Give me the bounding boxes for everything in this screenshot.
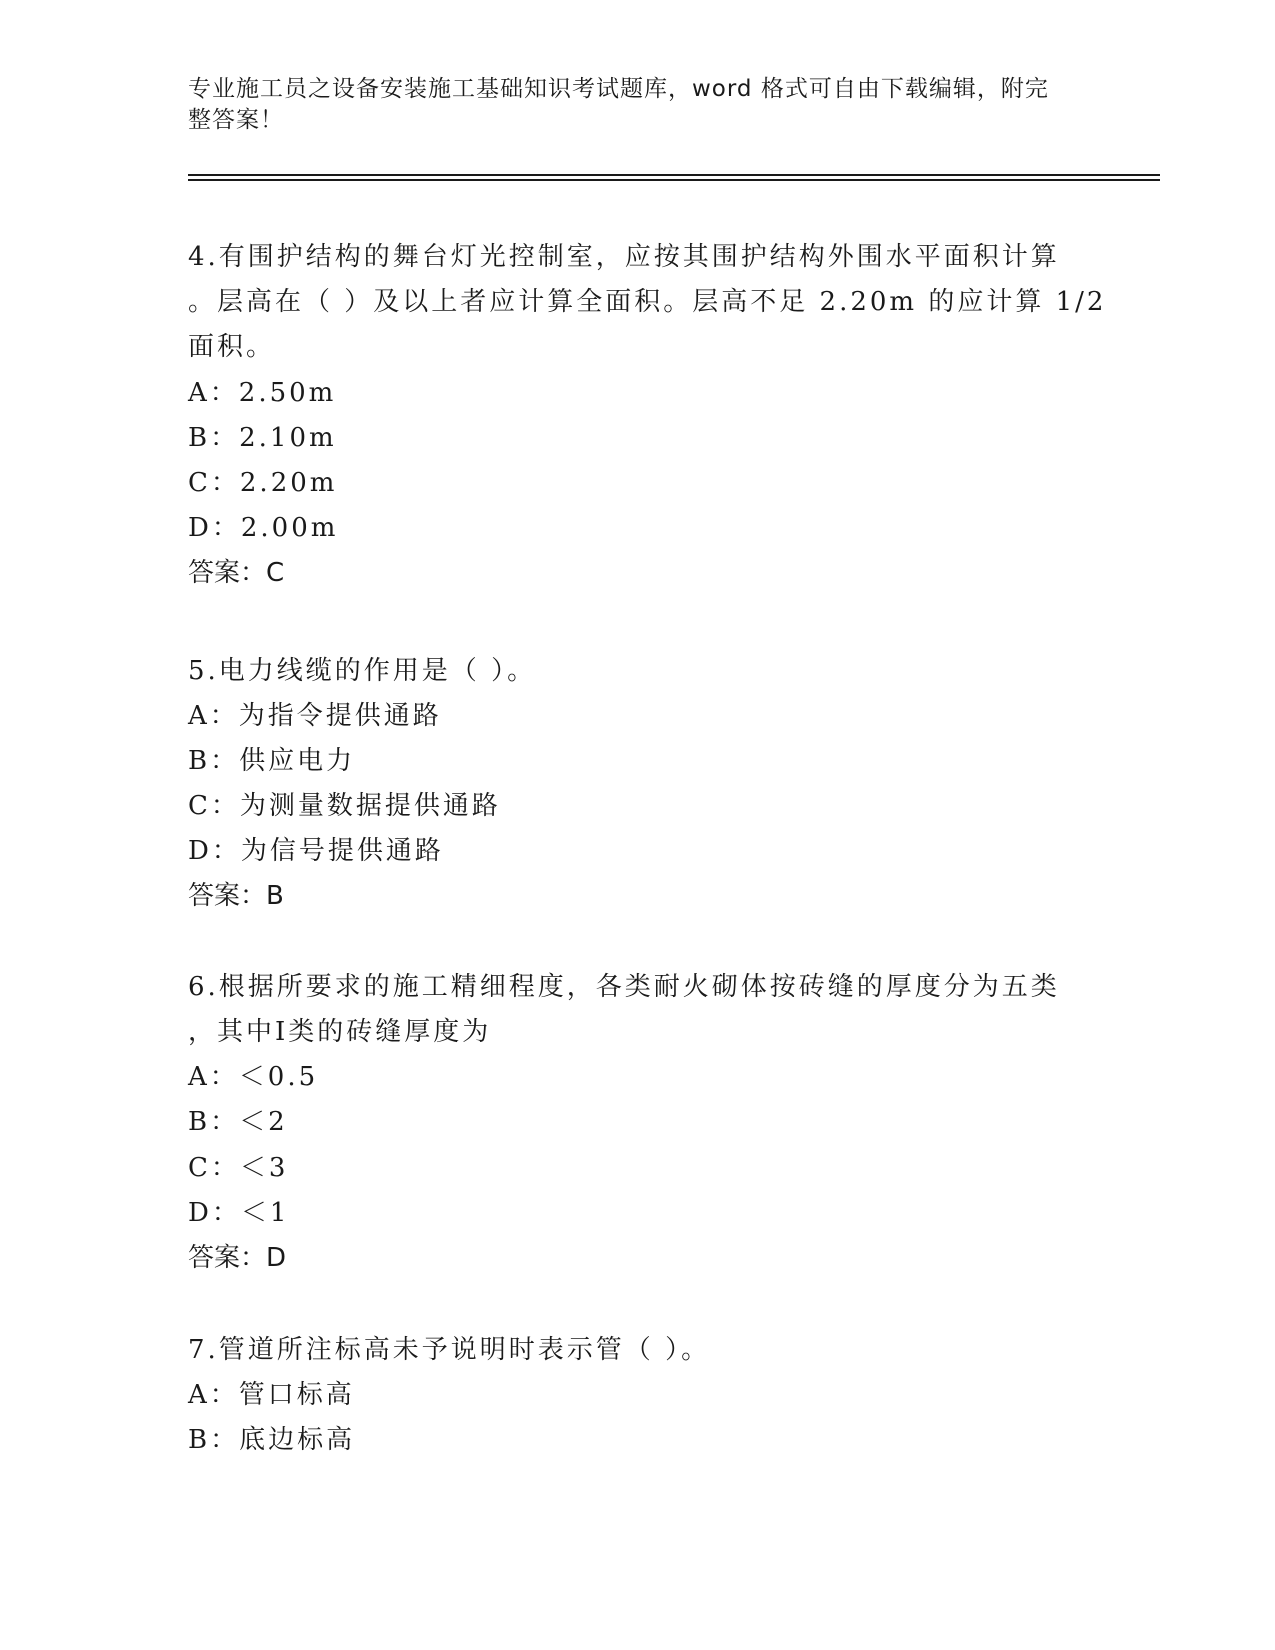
question-5-option-b: B：供应电力 (188, 746, 356, 776)
document-header (188, 74, 1088, 136)
question-6-stem-line-2: ，其中Ⅰ类的砖缝厚度为 (188, 1017, 492, 1047)
question-4-option-d: D：2.00m (188, 513, 339, 543)
question-4-option-a: A：2.50m (188, 378, 337, 408)
question-4-option-b: B：2.10m (188, 423, 337, 453)
question-6-option-c: C：＜3 (188, 1153, 289, 1183)
question-5-option-d: D：为信号提供通路 (188, 836, 444, 866)
question-6-answer: 答案：D (188, 1243, 287, 1273)
header-line-2: 整答案！ (188, 107, 284, 133)
question-6-option-b: B：＜2 (188, 1107, 288, 1137)
header-rule-top (188, 174, 1160, 176)
header-line-1: 专业施工员之设备安装施工基础知识考试题库，word 格式可自由下载编辑，附完 (188, 76, 1049, 102)
question-4-stem-line-2: 。层高在（ ）及以上者应计算全面积。层高不足 2.20m 的应计算 1/2 (188, 287, 1107, 317)
question-7-option-b: B：底边标高 (188, 1425, 356, 1455)
question-4-stem-line-3: 面积。 (188, 332, 276, 362)
question-4-answer: 答案：C (188, 558, 285, 588)
question-6-option-a: A：＜0.5 (188, 1062, 319, 1092)
question-5-stem-line-1: 5.电力线缆的作用是（ ）。 (188, 656, 537, 686)
question-7-option-a: A：管口标高 (188, 1380, 355, 1410)
question-4-option-c: C：2.20m (188, 468, 338, 498)
question-4-stem-line-1: 4.有围护结构的舞台灯光控制室，应按其围护结构外围水平面积计算 (188, 242, 1060, 272)
header-rule-bottom (188, 179, 1160, 181)
question-5-option-a: A：为指令提供通路 (188, 701, 442, 731)
question-6-stem-line-1: 6.根据所要求的施工精细程度，各类耐火砌体按砖缝的厚度分为五类 (188, 972, 1060, 1002)
question-7-stem-line-1: 7.管道所注标高未予说明时表示管（ ）。 (188, 1335, 711, 1365)
question-6-option-d: D：＜1 (188, 1198, 290, 1228)
question-5-answer: 答案：B (188, 881, 284, 911)
question-5-option-c: C：为测量数据提供通路 (188, 791, 501, 821)
